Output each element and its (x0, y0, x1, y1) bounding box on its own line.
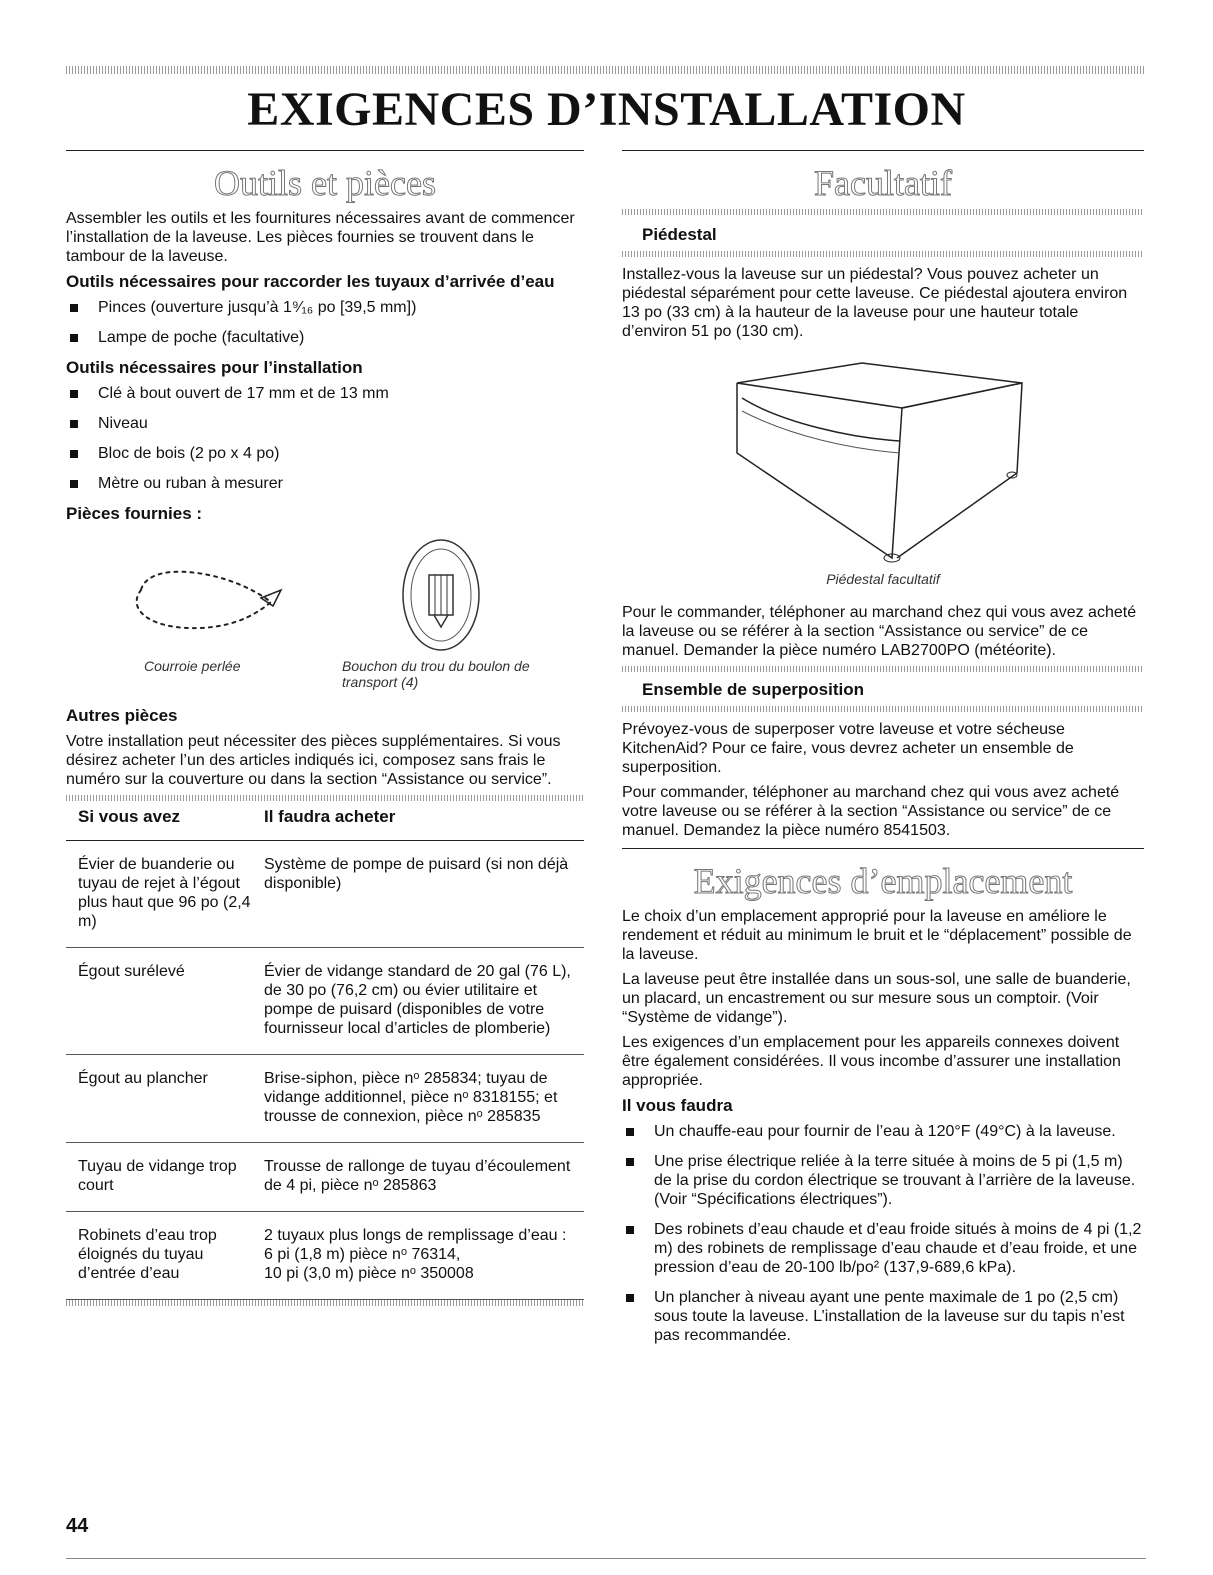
table-cell: Égout au plancher (66, 1055, 252, 1143)
table-row (66, 1212, 584, 1300)
list-item: Pinces (ouverture jusqu’à 1⁹⁄₁₆ po [39,5 mm]) (66, 298, 584, 317)
table-row (66, 1055, 584, 1143)
table-header: Si vous avez (66, 801, 252, 841)
pedestal-text: Installez-vous la laveuse sur un piédestal? Vous pouvez acheter un piédestal séparément pour cette laveuse. Ce piédestal ajoutera environ 13 po (33 cm) à la hauteur de la laveuse pour une hauteur totale d’environ 51 po (130 cm). (622, 266, 1128, 340)
table-row (66, 1143, 584, 1212)
list-item: Un plancher à niveau ayant une pente maximale de 1 po (2,5 cm) sous toute la laveuse. L’installation de la laveuse sur du tapis n’est pas recommandée. (622, 1288, 1144, 1345)
water-tools-list (66, 298, 584, 347)
parts-heading: Pièces fournies : (66, 504, 203, 523)
water-tools-heading: Outils nécessaires pour raccorder les tuyaux d’arrivée d’eau (66, 272, 555, 291)
bottom-rule (66, 1558, 1146, 1559)
stacking-kit-text: Prévoyez-vous de superposer votre laveuse et votre sécheuse KitchenAid? Pour ce faire, vous devrez acheter un ensemble de superposition. (622, 721, 1074, 776)
page-title: EXIGENCES D’INSTALLATION (247, 83, 966, 136)
tools-heading: Outils et pièces (214, 163, 436, 203)
pedestal-illustration (722, 353, 1032, 563)
page-number: 44 (66, 1515, 89, 1537)
table-row (66, 841, 584, 948)
other-parts-heading: Autres pièces (66, 706, 178, 725)
top-dotted-rule (66, 66, 1146, 74)
location-text: Les exigences d’un emplacement pour les appareils connexes doivent être également considérées. Il vous incombe d’assurer une installation appropriée. (622, 1034, 1121, 1089)
section-rule (622, 848, 1144, 849)
table-cell: Brise-siphon, pièce nᵒ 285834; tuyau de vidange additionnel, pièce nᵒ 8318155; et trousse de connexion, pièce nᵒ 285835 (252, 1055, 584, 1143)
table-cell: Évier de vidange standard de 20 gal (76 L), de 30 po (76,2 cm) ou évier utilitaire et pompe de puisard (disponibles de votre fournisseur local d’articles de plomberie) (252, 948, 584, 1055)
table-cell: Système de pompe de puisard (si non déjà disponible) (252, 841, 584, 948)
table-header: Il faudra acheter (252, 801, 584, 841)
beaded-strap-illustration (121, 550, 301, 650)
dotted-rule (622, 251, 1144, 257)
install-tools-list (66, 384, 584, 493)
section-rule (66, 150, 584, 151)
location-heading: Exigences d’emplacement (693, 861, 1073, 901)
dotted-rule (66, 1300, 584, 1306)
table-cell: Trousse de rallonge de tuyau d’écoulement de 4 pi, pièce nᵒ 285863 (252, 1143, 584, 1212)
dotted-rule (622, 706, 1144, 712)
dotted-rule (622, 209, 1144, 215)
section-rule (622, 150, 1144, 151)
location-text: La laveuse peut être installée dans un sous-sol, une salle de buanderie, un placard, un encastrement ou sur mesure sous un comptoir. (Voir “Système de vidange”). (622, 971, 1131, 1026)
table-cell: Tuyau de vidange trop court (66, 1143, 252, 1212)
optional-heading: Facultatif (814, 163, 952, 203)
plug-caption: Bouchon du trou du boulon de transport (4) (342, 658, 530, 690)
install-tools-heading: Outils nécessaires pour l’installation (66, 358, 363, 377)
table-cell: Égout surélevé (66, 948, 252, 1055)
list-item: Des robinets d’eau chaude et d’eau froide situés à moins de 4 pi (1,2 m) des robinets de remplissage d’eau chaude et d’eau froide, et une pression d’eau de 20-100 lb/po² (137,9-689,6 kPa). (622, 1220, 1144, 1277)
list-item: Niveau (66, 414, 584, 433)
dotted-rule (622, 666, 1144, 672)
list-item: Mètre ou ruban à mesurer (66, 474, 584, 493)
strap-caption: Courroie perlée (144, 658, 241, 674)
pedestal-order-text: Pour le commander, téléphoner au marchand chez qui vous avez acheté la laveuse ou se référer à la section “Assistance ou service” de ce manuel. Demander la pièce numéro LAB2700PO (météorite). (622, 604, 1137, 659)
table-row (66, 948, 584, 1055)
list-item: Une prise électrique reliée à la terre située à moins de 5 pi (1,5 m) de la prise du cordon électrique se trouvant à l’arrière de la laveuse. (Voir “Spécifications électriques”). (622, 1152, 1144, 1209)
tools-intro: Assembler les outils et les fournitures nécessaires avant de commencer l’installation de la laveuse. Les pièces fournies se trouvent dans le tambour de la laveuse. (66, 210, 575, 265)
stacking-kit-heading: Ensemble de superposition (642, 680, 864, 699)
list-item: Lampe de poche (facultative) (66, 328, 584, 347)
parts-table (66, 801, 584, 1300)
stacking-kit-order-text: Pour commander, téléphoner au marchand chez qui vous avez acheté votre laveuse ou se référer à la section “Assistance ou service” de ce manuel. Demandez la pièce numéro 8541503. (622, 784, 1120, 839)
table-cell: Évier de buanderie ou tuyau de rejet à l’égout plus haut que 96 po (2,4 m) (66, 841, 252, 948)
list-item: Clé à bout ouvert de 17 mm et de 13 mm (66, 384, 584, 403)
other-parts-text: Votre installation peut nécessiter des pièces supplémentaires. Si vous désirez acheter l’un des articles indiqués ici, composez sans frais le numéro sur la couverture ou dans la section “Assistance ou service”. (66, 733, 561, 788)
pedestal-caption: Piédestal facultatif (826, 571, 940, 587)
needs-list (622, 1122, 1144, 1345)
parts-illustrations (66, 530, 584, 700)
table-cell: Robinets d’eau trop éloignés du tuyau d’entrée d’eau (66, 1212, 252, 1300)
shipping-bolt-plug-illustration (396, 535, 486, 655)
location-text: Le choix d’un emplacement approprié pour la laveuse en améliore le rendement et réduit au minimum le bruit et le “déplacement” possible de la laveuse. (622, 908, 1132, 963)
right-column (622, 150, 1144, 1356)
table-cell: 2 tuyaux plus longs de remplissage d’eau : 6 pi (1,8 m) pièce nᵒ 76314, 10 pi (3,0 m) pièce nᵒ 350008 (252, 1212, 584, 1300)
table-header-row (66, 801, 584, 841)
left-column (66, 150, 584, 1306)
list-item: Bloc de bois (2 po x 4 po) (66, 444, 584, 463)
pedestal-heading: Piédestal (642, 225, 717, 244)
needs-heading: Il vous faudra (622, 1096, 733, 1115)
list-item: Un chauffe-eau pour fournir de l’eau à 120°F (49°C) à la laveuse. (622, 1122, 1144, 1141)
